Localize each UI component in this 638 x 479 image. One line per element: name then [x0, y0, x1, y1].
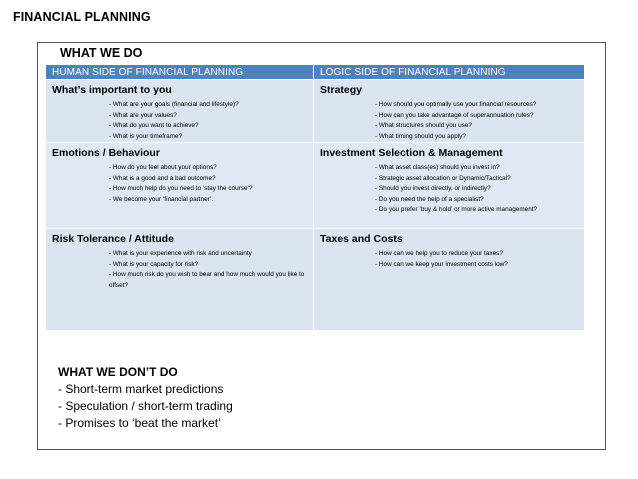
cell-investment-selection: [314, 143, 585, 229]
list-item: - What do you want to achieve?: [109, 122, 199, 129]
cell-risk-tolerance: [46, 229, 314, 331]
list-item: - How much help do you need to ‘stay the course’?: [109, 185, 253, 192]
bullet-list: [109, 249, 307, 291]
list-item: - What asset class(es) should you invest in?: [375, 164, 500, 171]
list-item: - Short-term market predictions: [58, 382, 224, 396]
what-we-dont-do-heading: WHAT WE DON’T DO: [58, 365, 178, 379]
list-item: - How much risk do you wish to bear and how much would you like to offset?: [109, 271, 305, 289]
what-we-dont-do-section: [58, 364, 233, 432]
bullet-list: [375, 163, 578, 216]
cell-strategy: [314, 80, 585, 143]
list-item: - What are your goals (financial and lifestyle)?: [109, 101, 239, 108]
list-item: - Should you invest directly, or indirectly?: [375, 185, 491, 192]
list-item: - How do you feel about your options?: [109, 164, 217, 171]
planning-table: [45, 64, 585, 331]
list-item: - What is a good and a bad outcome?: [109, 174, 216, 182]
content-frame: [37, 42, 606, 450]
list-item: - Promises to ‘beat the market’: [58, 416, 221, 430]
column-header-logic: LOGIC SIDE OF FINANCIAL PLANNING: [314, 65, 585, 80]
list-item: - What is your capacity for risk?: [109, 260, 199, 268]
bullet-list: [109, 163, 307, 205]
list-item: - We become your ‘financial partner’.: [109, 195, 214, 203]
table-row: [46, 143, 585, 229]
list-item: - What timing should you apply?: [375, 132, 466, 140]
cell-emotions-behaviour: [46, 143, 314, 229]
list-item: - What structures should you use?: [375, 122, 472, 129]
list-item: - Do you need the help of a specialist?: [375, 195, 484, 203]
list-item: - How can we keep your investment costs low?: [375, 260, 508, 268]
cell-title: Risk Tolerance / Attitude: [52, 233, 174, 245]
dont-do-list: [58, 381, 233, 432]
bullet-list: [375, 249, 578, 270]
list-item: - How can you take advantage of superannuation rules?: [375, 111, 534, 119]
cell-title: Taxes and Costs: [320, 233, 403, 245]
list-item: - Speculation / short-term trading: [58, 399, 233, 413]
cell-whats-important: [46, 80, 314, 143]
list-item: - What are your values?: [109, 111, 177, 119]
cell-taxes-costs: [314, 229, 585, 331]
list-item: - Do you prefer ‘buy & hold’ or more active management?: [375, 206, 538, 213]
page-title: FINANCIAL PLANNING: [13, 10, 151, 24]
table-row: [46, 229, 585, 331]
list-item: - What is your experience with risk and uncertainty: [109, 250, 252, 257]
bullet-list: [375, 100, 578, 142]
what-we-do-heading: WHAT WE DO: [60, 46, 143, 60]
table-row: [46, 80, 585, 143]
list-item: - How can we help you to reduce your taxes?: [375, 250, 503, 257]
list-item: - Strategic asset allocation or Dynamic/Tactical?: [375, 174, 511, 182]
cell-title: What’s important to you: [52, 84, 172, 96]
column-header-human: HUMAN SIDE OF FINANCIAL PLANNING: [46, 65, 314, 80]
list-item: - What is your timeframe?: [109, 132, 183, 140]
bullet-list: [109, 100, 307, 142]
cell-title: Strategy: [320, 84, 363, 96]
cell-title: Investment Selection & Management: [320, 147, 503, 159]
table-header-row: [46, 65, 585, 80]
cell-title: Emotions / Behaviour: [52, 147, 160, 159]
list-item: - How should you optimally use your financial resources?: [375, 101, 537, 108]
